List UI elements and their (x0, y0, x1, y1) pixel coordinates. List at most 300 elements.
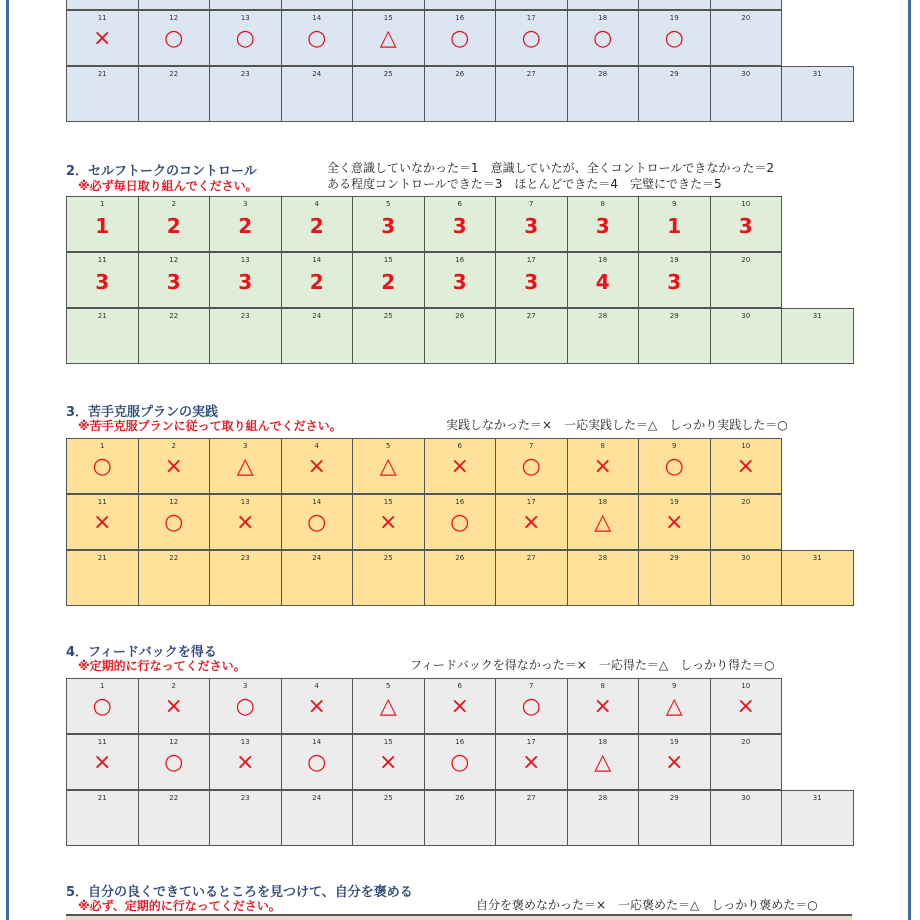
rating-mark: ○ (164, 26, 184, 51)
rating-value: 1 (95, 214, 110, 238)
day-row (66, 10, 781, 66)
day-number: 20 (741, 14, 751, 22)
day-cell[interactable] (424, 0, 497, 10)
day-number: 23 (240, 70, 250, 78)
day-number: 2 (171, 200, 176, 208)
day-number: 29 (669, 794, 679, 802)
day-cell[interactable] (638, 308, 711, 364)
day-number: 29 (669, 554, 679, 562)
rating-mark: △ (594, 750, 612, 775)
day-cell[interactable] (352, 550, 425, 606)
rating-mark: △ (379, 26, 397, 51)
day-row (66, 494, 781, 550)
day-number: 15 (383, 738, 393, 746)
day-cell[interactable] (209, 790, 282, 846)
day-number: 3 (243, 200, 248, 208)
day-cell[interactable] (710, 0, 783, 10)
rating-mark: △ (665, 694, 683, 719)
day-cell[interactable] (281, 10, 354, 66)
day-number: 4 (314, 682, 319, 690)
rating-mark: × (522, 750, 541, 775)
day-number: 10 (741, 442, 751, 450)
day-number: 27 (526, 312, 536, 320)
day-cell[interactable] (710, 790, 783, 846)
rating-mark: × (379, 510, 398, 535)
day-cell[interactable] (352, 252, 425, 308)
day-number: 7 (529, 682, 534, 690)
day-cell[interactable] (138, 438, 211, 494)
day-cell[interactable] (495, 550, 568, 606)
day-cell[interactable] (352, 308, 425, 364)
day-number: 11 (97, 256, 107, 264)
day-number: 8 (600, 442, 605, 450)
section-4-title: 4．フィードバックを得る (66, 645, 217, 660)
day-cell[interactable] (638, 790, 711, 846)
day-cell[interactable] (495, 438, 568, 494)
day-cell[interactable] (281, 0, 354, 10)
day-cell[interactable] (66, 252, 139, 308)
rating-value: 3 (738, 214, 753, 238)
day-cell[interactable] (352, 0, 425, 10)
day-cell[interactable] (638, 550, 711, 606)
day-cell[interactable] (567, 438, 640, 494)
day-number: 9 (672, 442, 677, 450)
day-cell[interactable] (209, 308, 282, 364)
day-number: 19 (669, 498, 679, 506)
day-cell[interactable] (781, 790, 854, 846)
day-number: 25 (383, 70, 393, 78)
day-number: 17 (526, 256, 536, 264)
day-cell[interactable] (638, 196, 711, 252)
rating-mark: × (93, 26, 112, 51)
day-number: 13 (240, 738, 250, 746)
day-number: 5 (386, 682, 391, 690)
day-cell[interactable] (138, 0, 211, 10)
day-number: 25 (383, 554, 393, 562)
day-number: 27 (526, 554, 536, 562)
day-number: 15 (383, 498, 393, 506)
day-cell[interactable] (209, 438, 282, 494)
day-cell[interactable] (66, 308, 139, 364)
day-cell[interactable] (138, 10, 211, 66)
day-cell[interactable] (567, 494, 640, 550)
day-number: 9 (672, 682, 677, 690)
day-cell[interactable] (138, 678, 211, 734)
day-cell[interactable] (424, 550, 497, 606)
rating-mark: × (736, 694, 755, 719)
day-number: 30 (741, 554, 751, 562)
day-number: 11 (97, 738, 107, 746)
day-cell[interactable] (710, 494, 783, 550)
rating-mark: × (236, 510, 255, 535)
day-number: 25 (383, 312, 393, 320)
day-row (66, 252, 781, 308)
day-number: 7 (529, 442, 534, 450)
day-number: 30 (741, 312, 751, 320)
day-number: 24 (312, 312, 322, 320)
day-cell[interactable] (281, 734, 354, 790)
day-cell[interactable] (138, 66, 211, 122)
day-cell[interactable] (424, 10, 497, 66)
day-cell[interactable] (209, 734, 282, 790)
rating-mark: ○ (235, 694, 255, 719)
day-row (66, 308, 853, 364)
day-number: 19 (669, 256, 679, 264)
rating-mark: △ (379, 694, 397, 719)
section-2-grid (66, 196, 852, 364)
day-cell[interactable] (66, 678, 139, 734)
day-number: 31 (812, 794, 822, 802)
day-number: 24 (312, 794, 322, 802)
day-cell[interactable] (710, 550, 783, 606)
day-number: 31 (812, 312, 822, 320)
day-number: 21 (97, 312, 107, 320)
day-cell[interactable] (209, 550, 282, 606)
day-number: 12 (169, 738, 179, 746)
day-cell[interactable] (66, 66, 139, 122)
day-cell[interactable] (352, 66, 425, 122)
day-cell[interactable] (495, 252, 568, 308)
day-number: 3 (243, 442, 248, 450)
day-number: 26 (455, 554, 465, 562)
day-row (66, 196, 781, 252)
day-number: 2 (171, 682, 176, 690)
day-cell[interactable] (710, 66, 783, 122)
day-cell[interactable] (638, 678, 711, 734)
day-cell[interactable] (710, 438, 783, 494)
day-cell[interactable] (710, 10, 783, 66)
day-cell[interactable] (567, 734, 640, 790)
day-cell[interactable] (352, 790, 425, 846)
rating-mark: ○ (92, 694, 112, 719)
day-number: 3 (243, 682, 248, 690)
rating-value: 4 (595, 270, 610, 294)
rating-mark: × (665, 510, 684, 535)
day-number: 26 (455, 70, 465, 78)
section-3-legend: 実践しなかった＝× 一応実践した＝△ しっかり実践した＝○ (446, 418, 788, 432)
day-cell[interactable] (138, 308, 211, 364)
day-cell[interactable] (209, 66, 282, 122)
day-cell[interactable] (209, 494, 282, 550)
day-number: 14 (312, 738, 322, 746)
day-cell[interactable] (781, 308, 854, 364)
day-number: 11 (97, 498, 107, 506)
day-number: 6 (457, 200, 462, 208)
day-number: 18 (598, 738, 608, 746)
day-number: 10 (741, 200, 751, 208)
day-cell[interactable] (710, 252, 783, 308)
day-number: 20 (741, 256, 751, 264)
day-cell[interactable] (710, 308, 783, 364)
rating-mark: ○ (593, 26, 613, 51)
day-number: 31 (812, 70, 822, 78)
day-number: 26 (455, 312, 465, 320)
day-cell[interactable] (567, 66, 640, 122)
day-cell[interactable] (638, 494, 711, 550)
day-cell[interactable] (66, 790, 139, 846)
day-cell[interactable] (567, 252, 640, 308)
day-cell[interactable] (66, 196, 139, 252)
day-cell[interactable] (66, 550, 139, 606)
day-cell[interactable] (424, 734, 497, 790)
rating-value: 3 (524, 270, 539, 294)
rating-mark: × (522, 510, 541, 535)
rating-value: 2 (381, 270, 396, 294)
rating-mark: × (593, 694, 612, 719)
day-cell[interactable] (567, 196, 640, 252)
section-4-grid (66, 678, 852, 846)
day-number: 22 (169, 70, 179, 78)
rating-value: 3 (595, 214, 610, 238)
rating-value: 3 (524, 214, 539, 238)
rating-mark: × (164, 694, 183, 719)
day-cell[interactable] (209, 10, 282, 66)
section-2-note: ※必ず毎日取り組んでください。 (78, 179, 258, 193)
day-number: 30 (741, 70, 751, 78)
day-cell[interactable] (66, 494, 139, 550)
day-cell[interactable] (495, 494, 568, 550)
day-number: 8 (600, 200, 605, 208)
rating-value: 2 (309, 270, 324, 294)
day-cell[interactable] (138, 734, 211, 790)
day-cell[interactable] (638, 66, 711, 122)
day-number: 15 (383, 14, 393, 22)
day-cell[interactable] (281, 438, 354, 494)
day-number: 29 (669, 70, 679, 78)
section-5-title: 5．自分の良くできているところを見つけて、自分を褒める (66, 885, 413, 900)
day-number: 30 (741, 794, 751, 802)
day-cell[interactable] (138, 196, 211, 252)
rating-mark: ○ (307, 26, 327, 51)
day-number: 26 (455, 794, 465, 802)
day-row (66, 790, 853, 846)
day-cell[interactable] (567, 550, 640, 606)
day-cell[interactable] (710, 734, 783, 790)
day-cell[interactable] (209, 678, 282, 734)
day-cell[interactable] (281, 678, 354, 734)
day-number: 6 (457, 442, 462, 450)
day-number: 14 (312, 14, 322, 22)
rating-mark: × (93, 750, 112, 775)
rating-value: 1 (667, 214, 682, 238)
day-number: 11 (97, 14, 107, 22)
day-number: 5 (386, 200, 391, 208)
day-cell[interactable] (424, 252, 497, 308)
rating-value: 3 (452, 270, 467, 294)
day-number: 16 (455, 498, 465, 506)
day-cell[interactable] (352, 494, 425, 550)
rating-mark: ○ (307, 750, 327, 775)
day-number: 17 (526, 738, 536, 746)
rating-value: 3 (166, 270, 181, 294)
day-number: 31 (812, 554, 822, 562)
rating-mark: △ (236, 454, 254, 479)
day-cell[interactable] (638, 438, 711, 494)
day-number: 22 (169, 554, 179, 562)
day-number: 16 (455, 14, 465, 22)
day-number: 23 (240, 312, 250, 320)
day-cell[interactable] (424, 494, 497, 550)
day-number: 21 (97, 70, 107, 78)
day-number: 4 (314, 200, 319, 208)
section-2-legend-line-2: ある程度コントロールできた＝3 ほとんどできた＝4 完璧にできた＝5 (327, 177, 722, 191)
day-cell[interactable] (352, 734, 425, 790)
day-number: 1 (100, 200, 105, 208)
day-cell[interactable] (281, 308, 354, 364)
day-number: 14 (312, 256, 322, 264)
rating-mark: △ (594, 510, 612, 535)
day-number: 10 (741, 682, 751, 690)
rating-mark: ○ (450, 510, 470, 535)
section-2-legend-line-1: 全く意識していなかった＝1 意識していたが、全くコントロールできなかった＝2 (327, 161, 775, 175)
day-number: 16 (455, 256, 465, 264)
day-number: 19 (669, 14, 679, 22)
rating-mark: × (665, 750, 684, 775)
day-cell[interactable] (352, 196, 425, 252)
day-cell[interactable] (352, 678, 425, 734)
day-cell[interactable] (281, 196, 354, 252)
day-row (66, 734, 781, 790)
rating-value: 2 (238, 214, 253, 238)
day-number: 17 (526, 14, 536, 22)
day-number: 18 (598, 498, 608, 506)
day-number: 21 (97, 794, 107, 802)
day-number: 1 (100, 442, 105, 450)
day-cell[interactable] (495, 0, 568, 10)
day-number: 1 (100, 682, 105, 690)
day-number: 18 (598, 14, 608, 22)
day-number: 24 (312, 554, 322, 562)
day-number: 20 (741, 498, 751, 506)
day-cell[interactable] (495, 66, 568, 122)
day-number: 29 (669, 312, 679, 320)
day-number: 13 (240, 256, 250, 264)
day-cell[interactable] (781, 550, 854, 606)
day-cell[interactable] (209, 0, 282, 10)
day-cell[interactable] (424, 438, 497, 494)
rating-value: 2 (309, 214, 324, 238)
day-cell[interactable] (638, 10, 711, 66)
day-number: 16 (455, 738, 465, 746)
day-cell[interactable] (567, 308, 640, 364)
day-number: 28 (598, 70, 608, 78)
day-number: 28 (598, 794, 608, 802)
rating-mark: ○ (450, 26, 470, 51)
day-number: 22 (169, 312, 179, 320)
rating-mark: × (236, 750, 255, 775)
day-cell[interactable] (138, 494, 211, 550)
day-cell[interactable] (495, 308, 568, 364)
day-cell[interactable] (710, 196, 783, 252)
day-cell[interactable] (281, 66, 354, 122)
rating-mark: ○ (235, 26, 255, 51)
rating-mark: ○ (664, 454, 684, 479)
day-cell[interactable] (352, 10, 425, 66)
day-cell[interactable] (638, 0, 711, 10)
rating-mark: × (736, 454, 755, 479)
rating-value: 3 (381, 214, 396, 238)
rating-mark: × (164, 454, 183, 479)
day-number: 28 (598, 554, 608, 562)
day-row (66, 678, 781, 734)
rating-mark: ○ (92, 454, 112, 479)
day-cell[interactable] (66, 734, 139, 790)
section-4-legend: フィードバックを得なかった＝× 一応得た＝△ しっかり得た＝○ (410, 658, 775, 672)
day-number: 12 (169, 498, 179, 506)
rating-mark: ○ (164, 750, 184, 775)
day-cell[interactable] (495, 734, 568, 790)
day-number: 12 (169, 256, 179, 264)
section-3-title: 3．苦手克服プランの実践 (66, 405, 219, 420)
day-number: 14 (312, 498, 322, 506)
day-cell[interactable] (495, 790, 568, 846)
day-cell[interactable] (281, 494, 354, 550)
day-cell[interactable] (138, 550, 211, 606)
day-number: 4 (314, 442, 319, 450)
section-5-grid-edge (66, 914, 852, 920)
section-5-legend: 自分を褒めなかった＝× 一応褒めた＝△ しっかり褒めた＝○ (476, 898, 818, 912)
day-cell[interactable] (638, 734, 711, 790)
day-cell[interactable] (424, 678, 497, 734)
day-cell[interactable] (567, 0, 640, 10)
section-4-note: ※定期的に行なってください。 (78, 659, 246, 673)
rating-mark: × (307, 454, 326, 479)
day-cell[interactable] (281, 550, 354, 606)
day-cell[interactable] (66, 438, 139, 494)
section-5-note: ※必ず、定期的に行なってください。 (78, 899, 281, 913)
day-number: 2 (171, 442, 176, 450)
day-cell[interactable] (567, 10, 640, 66)
day-cell[interactable] (495, 10, 568, 66)
day-number: 17 (526, 498, 536, 506)
day-cell[interactable] (567, 790, 640, 846)
day-cell[interactable] (352, 438, 425, 494)
day-cell[interactable] (567, 678, 640, 734)
day-cell[interactable] (138, 790, 211, 846)
rating-mark: ○ (521, 694, 541, 719)
day-number: 6 (457, 682, 462, 690)
rating-value: 3 (238, 270, 253, 294)
day-number: 27 (526, 70, 536, 78)
day-cell[interactable] (638, 252, 711, 308)
day-number: 9 (672, 200, 677, 208)
day-number: 25 (383, 794, 393, 802)
day-cell[interactable] (424, 196, 497, 252)
day-cell[interactable] (138, 252, 211, 308)
day-cell[interactable] (281, 790, 354, 846)
day-cell[interactable] (424, 308, 497, 364)
day-cell[interactable] (209, 196, 282, 252)
day-cell[interactable] (66, 0, 139, 10)
day-cell[interactable] (781, 66, 854, 122)
rating-mark: ○ (307, 510, 327, 535)
day-cell[interactable] (495, 196, 568, 252)
day-cell[interactable] (66, 10, 139, 66)
day-number: 21 (97, 554, 107, 562)
day-number: 24 (312, 70, 322, 78)
day-cell[interactable] (424, 790, 497, 846)
rating-mark: △ (379, 454, 397, 479)
rating-mark: × (379, 750, 398, 775)
day-cell[interactable] (209, 252, 282, 308)
day-number: 27 (526, 794, 536, 802)
day-cell[interactable] (710, 678, 783, 734)
day-number: 20 (741, 738, 751, 746)
day-cell[interactable] (424, 66, 497, 122)
day-cell[interactable] (495, 678, 568, 734)
day-number: 19 (669, 738, 679, 746)
day-cell[interactable] (281, 252, 354, 308)
